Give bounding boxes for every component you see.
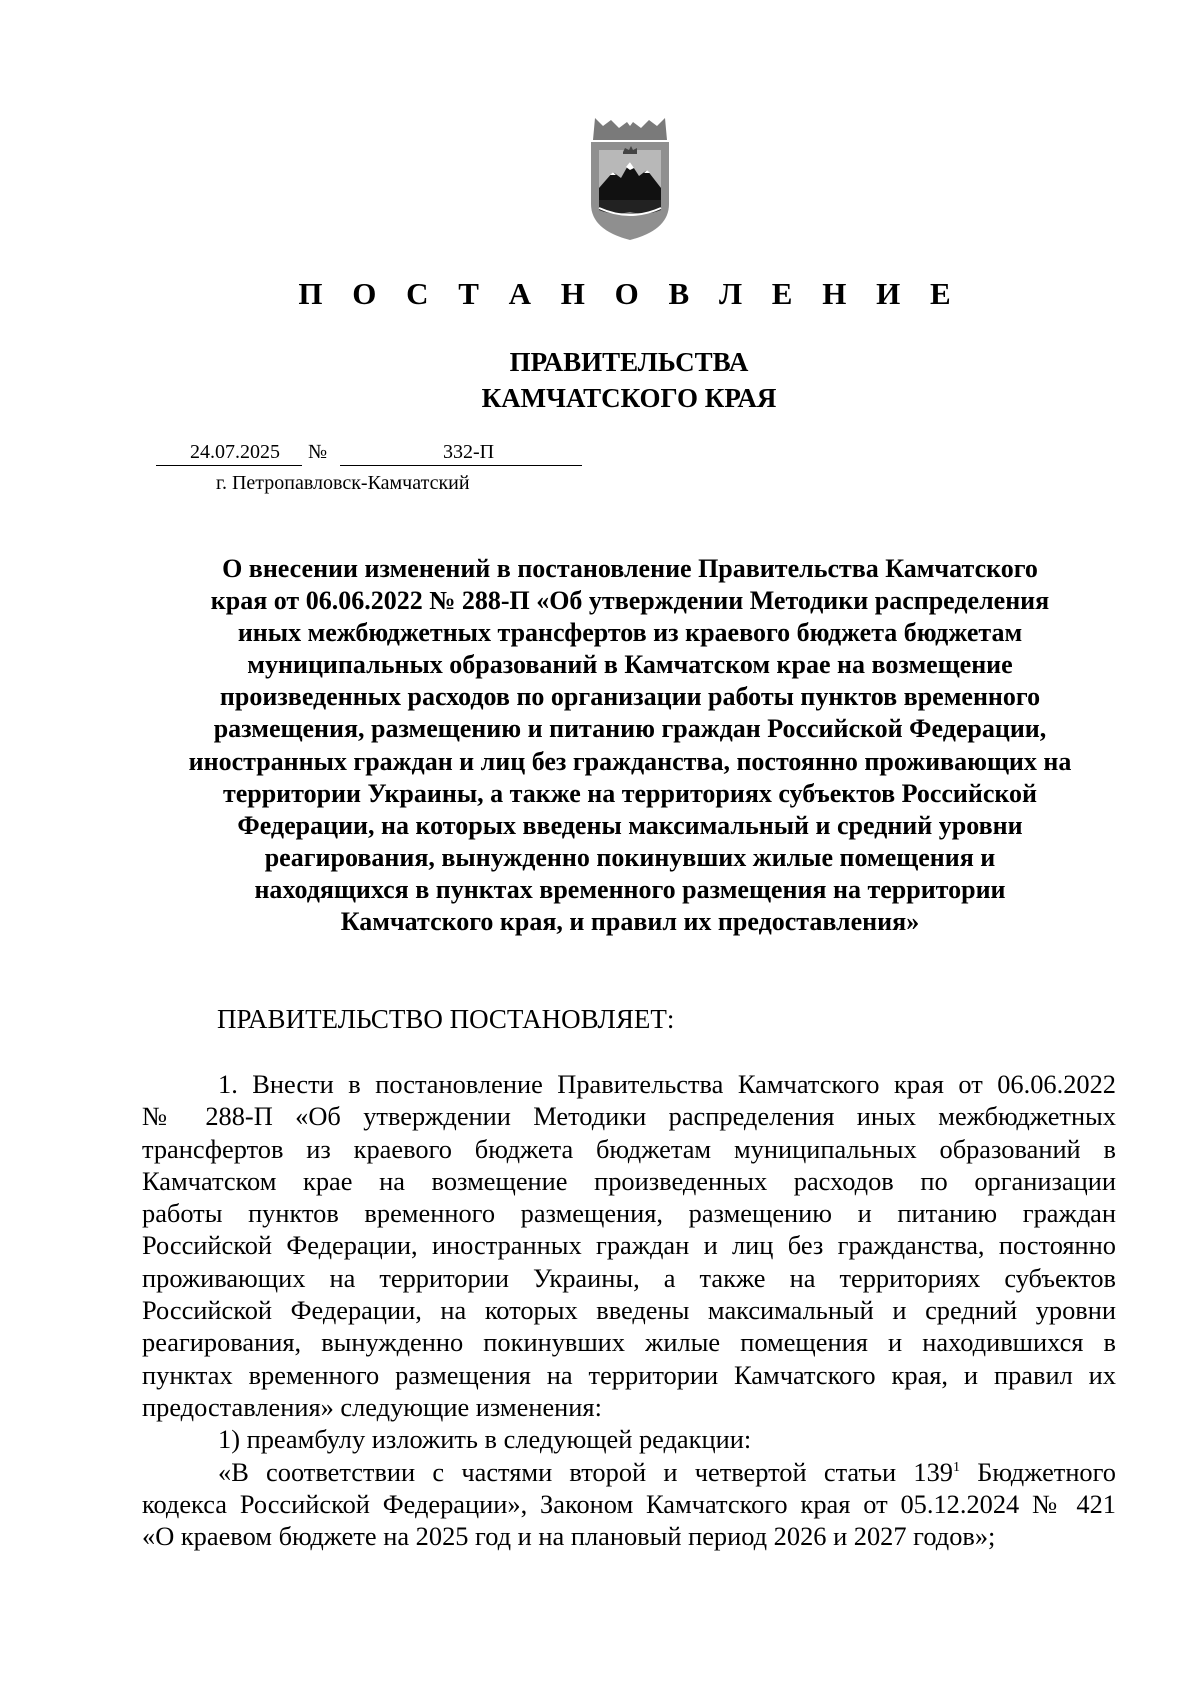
paragraph-line: проживающих на территории Украины, а также на территориях субъектов <box>142 1262 1116 1293</box>
superscript: 1 <box>952 1459 960 1475</box>
subject-line: реагирования, вынужденно покинувших жилые помещения и <box>264 842 996 872</box>
paragraph-line: Российской Федерации, на которых введены максимальный и средний уровни <box>142 1295 1116 1326</box>
quote-line: кодекса Российской Федерации», Законом Камчатского края от 05.12.2024 № 421 <box>142 1488 1116 1519</box>
item-1: 1) преамбулу изложить в следующей редакции: <box>218 1424 752 1455</box>
date-underline <box>156 465 302 466</box>
document-type-title: П О С Т А Н О В Л Е Н И Е <box>298 276 962 311</box>
document-number: 332-П <box>443 441 495 463</box>
issuer-line: ПРАВИТЕЛЬСТВА <box>509 347 749 377</box>
quote-line <box>142 1456 1116 1488</box>
subject-line: произведенных расходов по организации работы пунктов временного <box>219 682 1041 712</box>
paragraph-line: трансфертов из краевого бюджета бюджетам муниципальных образований в <box>142 1133 1116 1164</box>
body-text <box>142 1068 1116 1552</box>
paragraph-line: Камчатском крае на возмещение произведенных расходов по организации <box>142 1165 1116 1196</box>
subject-line: территории Украины, а также на территориях субъектов Российской <box>222 778 1038 808</box>
quote-text: «В соответствии с частями второй и четвертой статьи 139 <box>218 1456 953 1487</box>
quote-line: «О краевом бюджете на 2025 год и на плановый период 2026 и 2027 годов»; <box>142 1521 996 1552</box>
paragraph-line: работы пунктов временного размещения, размещению и питанию граждан <box>142 1198 1116 1229</box>
subject-line: иных межбюджетных трансфертов из краевого бюджета бюджетам <box>237 618 1023 648</box>
issuer-block <box>0 344 1200 416</box>
paragraph-line: пунктах временного размещения на территории Камчатского края, и правил их <box>142 1359 1116 1390</box>
paragraph-line: № 288-П «Об утверждении Методики распределения иных межбюджетных <box>142 1101 1116 1132</box>
paragraph-1 <box>142 1068 1116 1423</box>
paragraph-line: Российской Федерации, иностранных граждан и лиц без гражданства, постоянно <box>142 1230 1116 1261</box>
subject-line: иностранных граждан и лиц без гражданства, постоянно проживающих на <box>188 746 1072 776</box>
issuer-line: КАМЧАТСКОГО КРАЯ <box>481 383 777 413</box>
subject-line: находящихся в пунктах временного размещения на территории <box>254 874 1006 904</box>
subject-line: размещения, размещению и питанию граждан Российской Федерации, <box>213 714 1047 744</box>
resolution-heading: ПРАВИТЕЛЬСТВО ПОСТАНОВЛЯЕТ: <box>217 1004 675 1034</box>
subject-line: О внесении изменений в постановление Правительства Камчатского <box>222 554 1038 583</box>
document-date: 24.07.2025 <box>190 441 280 463</box>
subject-line: края от 06.06.2022 № 288-П «Об утверждении Методики распределения <box>210 586 1050 616</box>
kamchatka-coat-of-arms-icon <box>577 112 683 242</box>
paragraph-line: предоставления» следующие изменения: <box>142 1391 602 1422</box>
subject-line: муниципальных образований в Камчатском крае на возмещение <box>247 650 1013 680</box>
city-label: г. Петропавловск-Камчатский <box>216 472 470 494</box>
document-subject <box>130 553 1130 938</box>
number-sign: № <box>308 441 328 463</box>
subject-line: Федерации, на которых введены максимальный и средний уровни <box>237 810 1023 840</box>
number-underline <box>340 465 582 466</box>
subject-line: Камчатского края, и правил их предоставления» <box>340 907 920 937</box>
paragraph-line: реагирования, вынужденно покинувших жилые помещения и находившихся в <box>142 1327 1116 1358</box>
quote-text: Бюджетного <box>959 1456 1116 1487</box>
paragraph-line: 1. Внести в постановление Правительства Камчатского края от 06.06.2022 <box>218 1069 1116 1099</box>
